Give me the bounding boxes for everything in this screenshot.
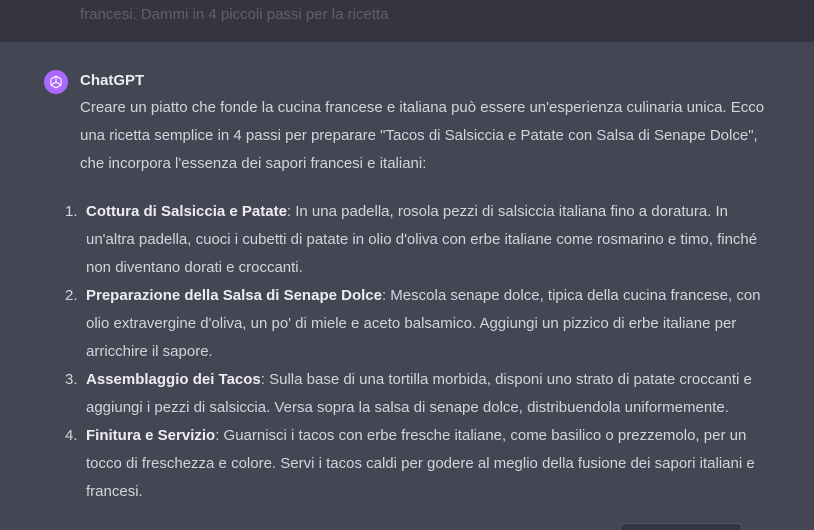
recipe-step [65,422,780,506]
step-number: 4. [65,427,78,444]
openai-logo-icon [44,70,68,94]
recipe-step [65,282,780,366]
step-title: Assemblaggio dei Tacos [86,371,261,388]
assistant-author-name: ChatGPT [80,72,145,89]
step-title: Finitura e Servizio [86,427,216,444]
step-title: Cottura di Salsiccia e Patate [86,203,287,220]
assistant-message-body [65,94,780,506]
step-number: 3. [65,371,78,388]
user-message [0,0,814,42]
step-text: : Sulla base di una tortilla morbida, disponi uno strato di patate croccanti e aggiungi i pezzi di salsiccia. Versa sopra la salsa di senape dolce, distribuendola uniformemente. [86,371,752,416]
recipe-step [65,366,780,422]
user-message-text: francesi. Dammi in 4 piccoli passi per la ricetta [80,6,389,23]
step-text: : Mescola senape dolce, tipica della cucina francese, con olio extravergine d'oliva, un po' di miele e aceto balsamico. Aggiungi un pizzico di erbe italiane per arricchire il sapore. [86,287,761,360]
step-text: : Guarnisci i tacos con erbe fresche italiane, come basilico o prezzemolo, per un tocco di freschezza e colore. Servi i tacos caldi per godere al meglio della fusione dei sapori italiani e francesi. [86,427,755,500]
recipe-step [65,198,780,282]
input-area-edge[interactable] [620,523,742,530]
step-number: 1. [65,203,78,220]
step-number: 2. [65,287,78,304]
recipe-steps-list [65,198,780,506]
assistant-message [0,42,814,530]
step-title: Preparazione della Salsa di Senape Dolce [86,287,382,304]
step-text: : In una padella, rosola pezzi di salsiccia italiana fino a doratura. In un'altra padella, cuoci i cubetti di patate in olio d'oliva con erbe italiane come rosmarino e timo, finché non diventano dorati e croccanti. [86,203,758,276]
assistant-intro-text: Creare un piatto che fonde la cucina francese e italiana può essere un'esperienza culinaria unica. Ecco una ricetta semplice in 4 passi per preparare "Tacos di Salsiccia e Patate con Salsa di Senape Dolce", che incorpora l'essenza dei sapori francesi e italiani: [80,99,765,172]
